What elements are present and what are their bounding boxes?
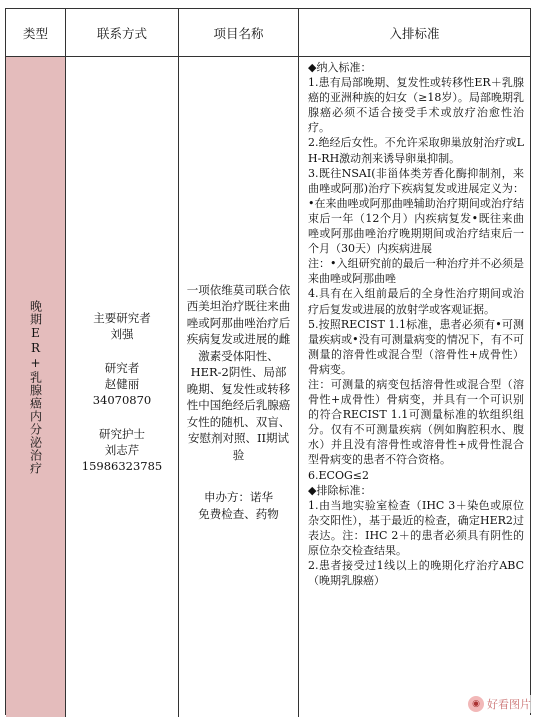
pi-name: 刘强 (110, 327, 134, 341)
table-row (6, 57, 530, 717)
nurse-phone: 15986323785 (81, 459, 163, 473)
type-cell (6, 57, 66, 717)
criteria-table (5, 8, 531, 715)
criteria-line: 5.按照RECIST 1.1标准，患者必须有•可测量疾病或•没有可测量病变的情况下，有不可测量的溶骨性或混合型（溶骨性+成骨性）骨病变。 (308, 317, 524, 376)
type-label: 晚期ER+乳腺癌内分泌治疗 (28, 299, 43, 475)
watermark-logo-icon: ◉ (468, 696, 484, 712)
project-sponsor: 申办方：诺华 (204, 490, 273, 505)
project-note: 免费检查、药物 (198, 506, 279, 521)
contact-cell (66, 57, 179, 717)
header-type: 类型 (6, 9, 66, 56)
criteria-line: 2.患者接受过1线以上的晚期化疗治疗ABC（晚期乳腺癌） (308, 559, 524, 588)
criteria-line: ◆纳入标准： (308, 61, 372, 74)
criteria-line: ◆排除标准： (308, 483, 372, 497)
nurse-name: 刘志芹 (104, 443, 140, 457)
criteria-line: 3.既往NSAI(非甾体类芳香化酶抑制剂，来曲唑或阿那)治疗下疾病复发或进展定义为：•在来曲唑或阿那曲唑辅助治疗期间或治疗结束后一年（12个月）内疾病复发•既往来曲唑或阿那曲唑治疗晚期期间或治疗结束后一个月（30天）内疾病进展 (308, 166, 524, 256)
pi-title: 主要研究者 (93, 311, 151, 325)
table-header-row (6, 9, 530, 57)
criteria-cell (299, 57, 530, 717)
watermark (465, 695, 534, 713)
header-contact: 联系方式 (66, 9, 179, 56)
project-name: 一项依维莫司联合依西美坦治疗既往来曲唑或阿那曲唑治疗后疾病复发或进展的雌激素受体阳性、HER-2阴性、局部晚期、复发性或转移性中国绝经后乳腺癌女性的随机、双盲、安慰剂对照、II期试验 (186, 282, 291, 462)
researcher-phone: 34070870 (92, 393, 152, 407)
criteria-line: 注：•入组研究前的最后一种治疗并不必须是来曲唑或阿那曲唑 (308, 257, 524, 286)
project-cell (179, 57, 299, 717)
criteria-line: 2.绝经后女性。不允许采取卵巢放射治疗或LH-RH激动剂来诱导卵巢抑制。 (308, 136, 524, 165)
nurse-title: 研究护士 (99, 427, 145, 441)
criteria-line: 6.ECOG≤2 (308, 468, 369, 482)
criteria-line: 1.患有局部晚期、复发性或转移性ER＋乳腺癌的亚洲种族的妇女（≥18岁）。局部晚期乳腺癌必须不适合接受手术或放疗治愈性治疗。 (308, 76, 524, 135)
researcher-title: 研究者 (104, 361, 140, 375)
researcher-name: 赵健丽 (104, 377, 140, 391)
watermark-text: 好看图片 (487, 698, 531, 711)
header-criteria: 入排标准 (389, 25, 440, 41)
header-project: 项目名称 (179, 9, 299, 56)
criteria-line: 4.具有在入组前最后的全身性治疗期间或治疗后复发或进展的放射学或客观证据。 (308, 287, 524, 316)
criteria-line: 1.由当地实验室检查（IHC 3＋染色或原位杂交阳性），基于最近的检查，确定HER2过表达。注：IHC 2＋的患者必须具有阴性的原位杂交检查结果。 (308, 498, 524, 557)
criteria-line: 注：可测量的病变包括溶骨性或混合型（溶骨性+成骨性）骨病变，并具有一个可识别的符合RECIST 1.1可测量标准的软组织组分。仅有不可测量疾病（例如胸腔积水、腹水）并且没有溶骨性或溶骨性+成骨性混合型骨病变的患者不符合资格。 (308, 377, 524, 467)
